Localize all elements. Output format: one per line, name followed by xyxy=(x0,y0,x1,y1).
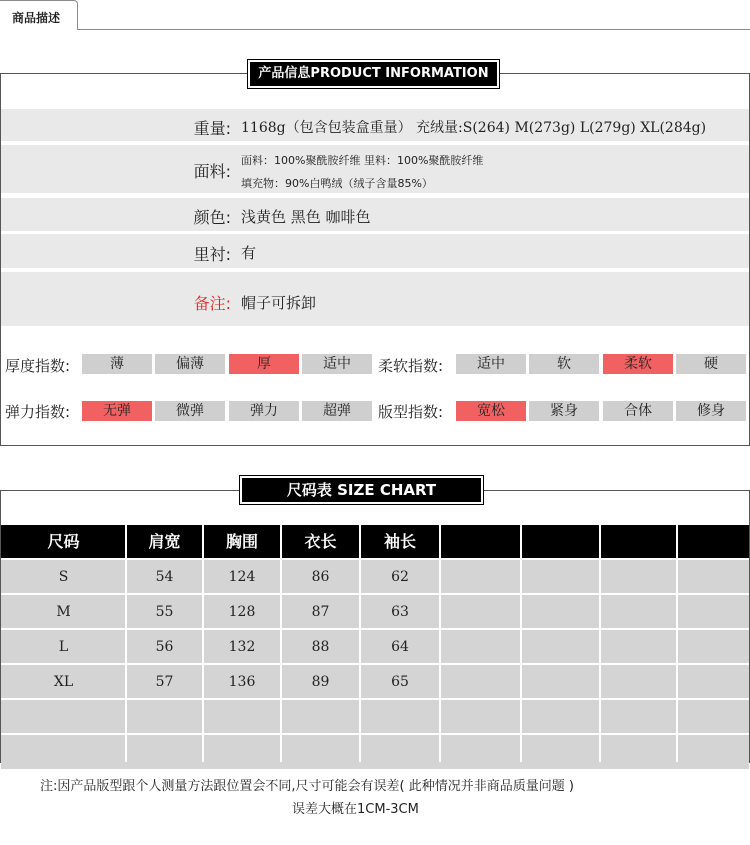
product-info-title: 产品信息PRODUCT INFORMATION xyxy=(248,60,499,88)
softness-label: 柔软指数: xyxy=(378,357,444,375)
info-row-remark xyxy=(1,272,749,326)
softness-option-soft: 软 xyxy=(529,354,599,374)
tab-divider xyxy=(78,29,750,30)
size-table-row-divider xyxy=(1,558,749,560)
size-table-header xyxy=(677,525,749,558)
elasticity-option-slight: 微弹 xyxy=(155,401,225,421)
size-table-cell xyxy=(126,735,203,770)
size-table-cell: 56 xyxy=(155,639,174,655)
size-table-cell: 55 xyxy=(155,604,174,620)
size-chart-title: 尺码表 SIZE CHART xyxy=(240,476,483,504)
info-value-fabric-line2: 填充物：90%白鸭绒（绒子含量85%） xyxy=(241,177,433,190)
size-table-column-divider xyxy=(676,525,678,762)
size-table-header: 衣长 xyxy=(281,525,360,558)
size-table-column-divider xyxy=(280,525,282,762)
fit-option-loose: 宽松 xyxy=(456,401,526,421)
size-table-cell: 57 xyxy=(155,674,174,690)
size-table-header xyxy=(600,525,677,558)
fit-label: 版型指数: xyxy=(378,403,444,421)
softness-option-hard: 硬 xyxy=(676,354,746,374)
size-table-cell: 87 xyxy=(311,604,330,620)
info-value-fabric-line1: 面料：100%聚酰胺纤维 里料：100%聚酰胺纤维 xyxy=(241,154,484,167)
thickness-option-slightly-thin: 偏薄 xyxy=(155,354,225,374)
size-table-column-divider xyxy=(599,525,601,762)
size-table-header: 肩宽 xyxy=(126,525,203,558)
info-value-color: 浅黄色 黑色 咖啡色 xyxy=(241,208,371,226)
size-table-cell: 89 xyxy=(311,674,330,690)
size-note-line2: 误差大概在1CM-3CM xyxy=(292,802,419,817)
size-table-cell: 88 xyxy=(311,639,330,655)
size-table-cell xyxy=(1,700,126,735)
size-table-cell xyxy=(360,700,440,735)
size-table-cell: 86 xyxy=(311,569,330,585)
size-table-header: 胸围 xyxy=(203,525,281,558)
thickness-option-medium: 适中 xyxy=(302,354,372,374)
size-table-cell xyxy=(203,735,281,770)
info-value-remark: 帽子可拆卸 xyxy=(241,294,317,312)
elasticity-option-elastic: 弹力 xyxy=(229,401,299,421)
info-label-remark: 备注: xyxy=(193,294,231,313)
size-table-cell: 132 xyxy=(228,639,256,655)
size-table-cell xyxy=(126,700,203,735)
size-table-column-divider xyxy=(439,525,441,762)
info-row-fabric xyxy=(1,145,749,193)
softness-option-very-soft: 柔软 xyxy=(603,354,673,374)
size-table-header: 袖长 xyxy=(360,525,440,558)
size-table-cell: 124 xyxy=(228,569,256,585)
size-table-cell xyxy=(281,735,360,770)
size-table-header xyxy=(521,525,600,558)
size-table-row-divider xyxy=(1,628,749,630)
size-table-header xyxy=(440,525,521,558)
tab-product-description[interactable]: 商品描述 xyxy=(0,0,78,30)
info-value-weight: 1168g（包含包装盒重量） 充绒量:S(264) M(273g) L(279g) XL(284g) xyxy=(241,120,707,136)
size-table-cell: 128 xyxy=(228,604,256,620)
size-table-column-divider xyxy=(125,525,127,762)
size-table-cell: 136 xyxy=(228,674,256,690)
size-table-cell xyxy=(1,735,126,770)
size-table-row-divider xyxy=(1,733,749,735)
thickness-option-thin: 薄 xyxy=(82,354,152,374)
size-table-cell xyxy=(281,700,360,735)
softness-option-medium: 适中 xyxy=(456,354,526,374)
size-table-cell: S xyxy=(58,569,69,585)
thickness-label: 厚度指数: xyxy=(5,357,71,375)
fit-option-slim: 修身 xyxy=(676,401,746,421)
size-table-row-divider xyxy=(1,663,749,665)
size-table-column-divider xyxy=(520,525,522,762)
size-table-column-divider xyxy=(359,525,361,762)
info-label-color: 颜色: xyxy=(193,208,231,227)
info-value-lining: 有 xyxy=(241,244,257,262)
size-table-cell: XL xyxy=(53,674,74,690)
size-table-cell: 54 xyxy=(155,569,174,585)
size-table-cell: L xyxy=(58,639,69,655)
fit-option-tight: 紧身 xyxy=(529,401,599,421)
size-table-header: 尺码 xyxy=(1,525,126,558)
size-table-cell: 62 xyxy=(391,569,409,585)
thickness-option-thick: 厚 xyxy=(229,354,299,374)
elasticity-option-super: 超弹 xyxy=(302,401,372,421)
info-row-color xyxy=(1,198,749,231)
elasticity-label: 弹力指数: xyxy=(5,403,71,421)
info-label-weight: 重量: xyxy=(193,119,231,138)
size-table-cell: 63 xyxy=(391,604,409,620)
size-table-cell: 64 xyxy=(391,639,409,655)
elasticity-option-none: 无弹 xyxy=(82,401,152,421)
info-row-weight xyxy=(1,109,749,141)
info-row-lining xyxy=(1,234,749,268)
size-table-cell: 65 xyxy=(391,674,409,690)
info-label-fabric: 面料: xyxy=(193,162,231,181)
info-label-lining: 里衬: xyxy=(193,245,231,264)
size-table-column-divider xyxy=(202,525,204,762)
fit-option-regular: 合体 xyxy=(603,401,673,421)
size-table-row-divider xyxy=(1,593,749,595)
size-table-row-divider xyxy=(1,698,749,700)
size-table-cell xyxy=(360,735,440,770)
size-table-cell: M xyxy=(56,604,71,620)
size-note-line1: 注:因产品版型跟个人测量方法跟位置会不同,尺寸可能会有误差( 此种情况并非商品质量问题 ) xyxy=(40,779,574,794)
size-table-cell xyxy=(203,700,281,735)
